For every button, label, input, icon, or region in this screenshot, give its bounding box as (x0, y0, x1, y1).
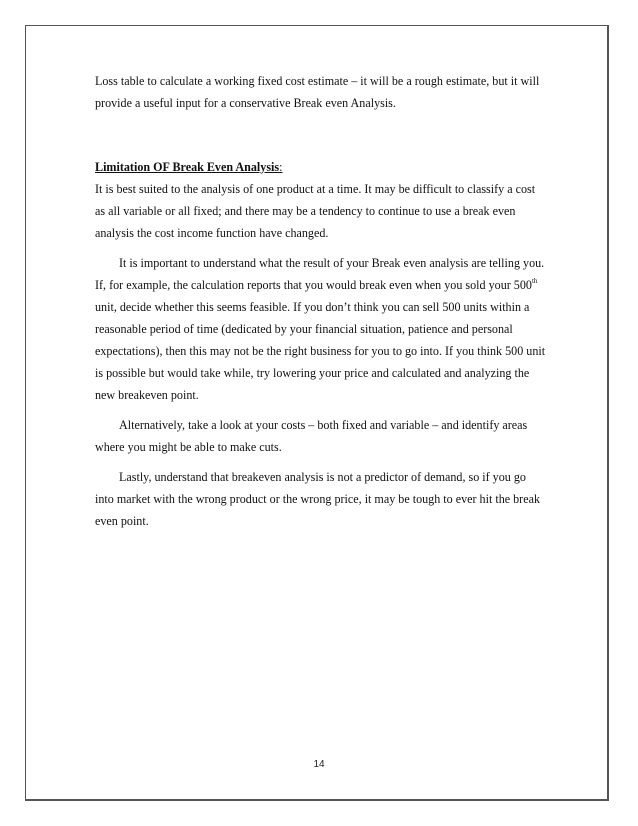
text-line: is possible but would take while, try lowering your price and calculated and analyzing the (95, 366, 530, 380)
document-body (95, 70, 555, 532)
text-fragment: If, for example, the calculation reports that you would break even when you sold your 500 (95, 278, 532, 292)
section-heading (95, 156, 555, 178)
text-line: reasonable period of time (dedicated by your financial situation, patience and personal (95, 322, 513, 336)
text-line: It is best suited to the analysis of one product at a time. It may be difficult to classify a cost (95, 182, 536, 196)
text-line: expectations), then this may not be the right business for you to go into. If you think 500 unit (95, 344, 546, 358)
text-line: new breakeven point. (95, 388, 199, 402)
text-line: even point. (95, 514, 149, 528)
page-number: 14 (313, 759, 325, 770)
text-line: Loss table to calculate a working fixed cost estimate – it will be a rough estimate, but it will (95, 74, 540, 88)
understanding-paragraph (95, 252, 555, 406)
limitation-paragraph (95, 178, 555, 244)
text-line: unit, decide whether this seems feasible. If you don’t think you can sell 500 units within a (95, 300, 530, 314)
ordinal-superscript: th (531, 276, 538, 285)
text-line: analysis the cost income function have changed. (95, 226, 329, 240)
text-line: where you might be able to make cuts. (95, 440, 282, 454)
text-line: Lastly, understand that breakeven analysis is not a predictor of demand, so if you go (119, 470, 526, 484)
demand-paragraph (95, 466, 555, 532)
intro-paragraph (95, 70, 555, 114)
text-line-with-superscript (95, 274, 555, 296)
text-line: Alternatively, take a look at your costs – both fixed and variable – and identify areas (119, 418, 528, 432)
text-line: provide a useful input for a conservative Break even Analysis. (95, 96, 396, 110)
heading-colon: : (279, 160, 283, 174)
heading-text: Limitation OF Break Even Analysis (95, 160, 280, 174)
text-line: It is important to understand what the result of your Break even analysis are telling you. (119, 256, 545, 270)
text-line: into market with the wrong product or the wrong price, it may be tough to ever hit the break (95, 492, 540, 506)
text-line: as all variable or all fixed; and there may be a tendency to continue to use a break even (95, 204, 516, 218)
costs-paragraph (95, 414, 555, 458)
